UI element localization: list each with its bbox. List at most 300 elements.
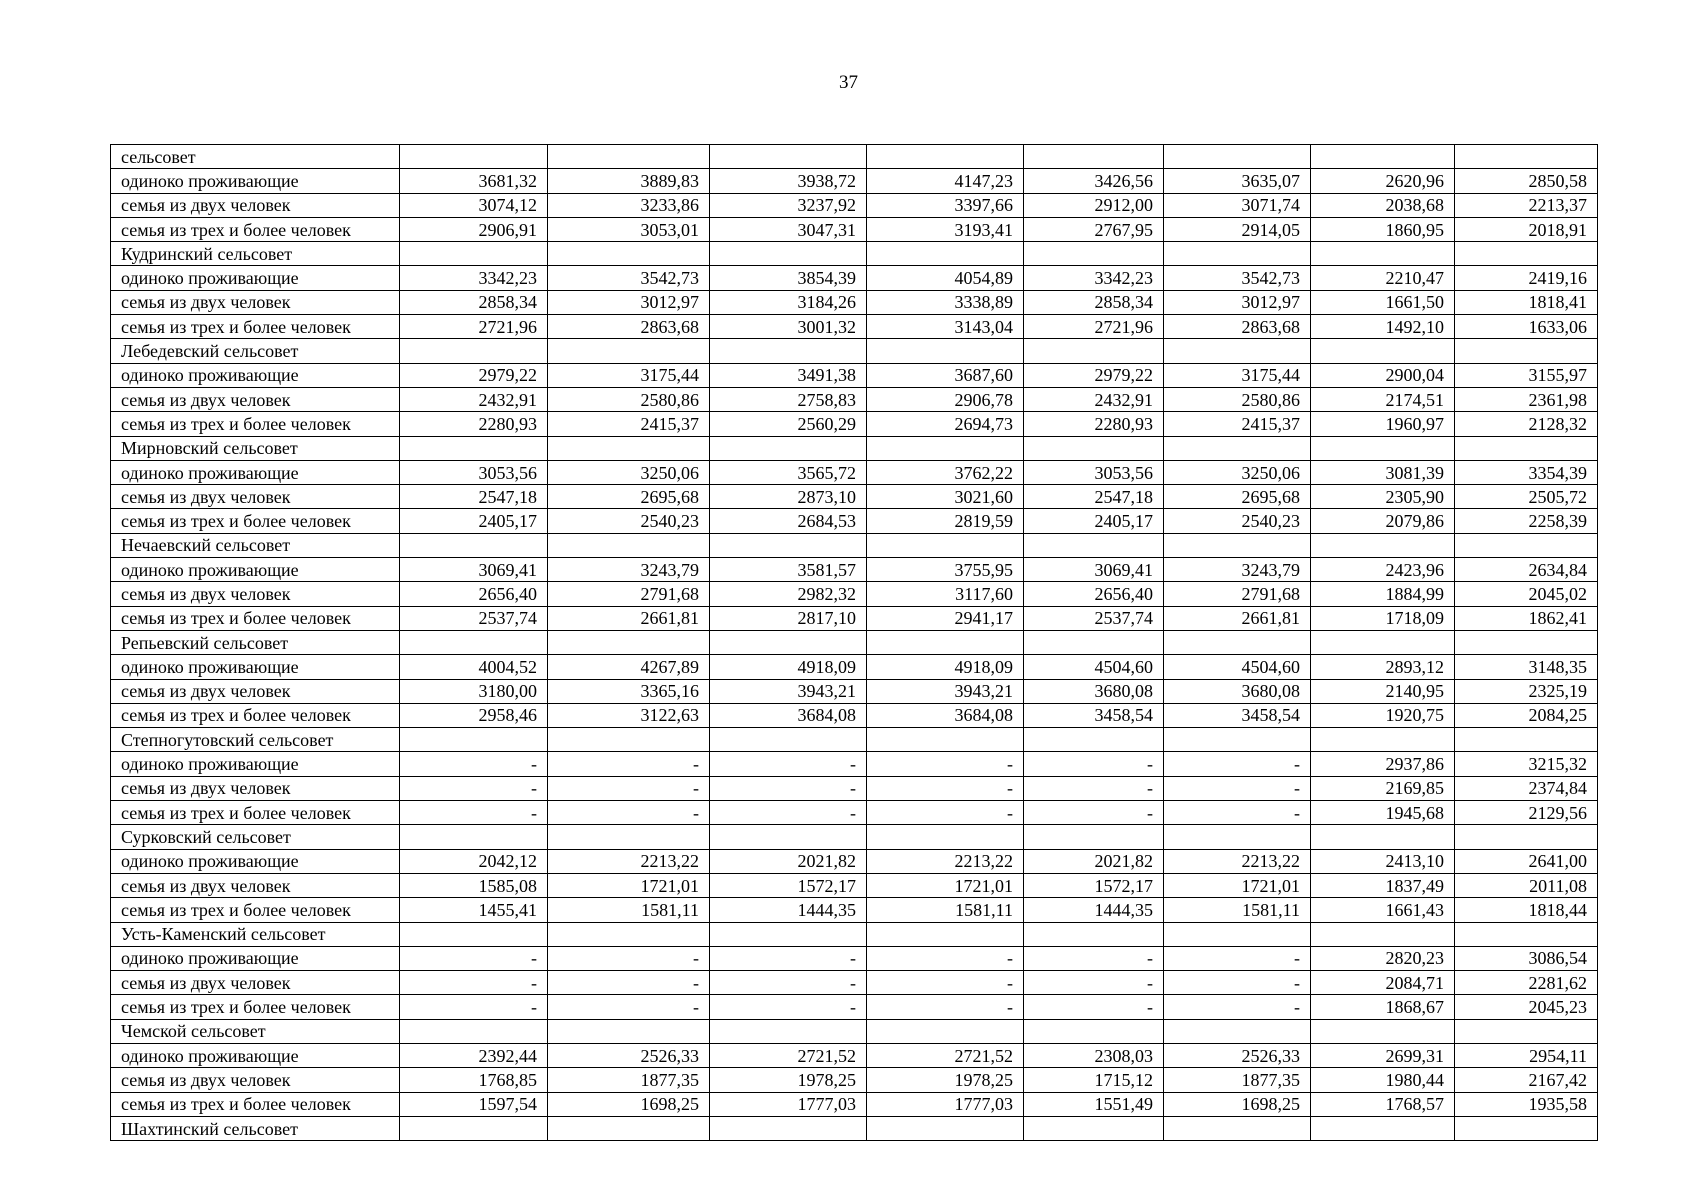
table-row <box>111 145 1598 169</box>
table-row <box>111 873 1598 897</box>
row-label: семья из трех и более человек <box>111 1092 400 1116</box>
value-cell: 2634,84 <box>1455 558 1598 582</box>
value-cell: 2721,52 <box>710 1043 867 1067</box>
value-cell: 1877,35 <box>1164 1068 1311 1092</box>
value-cell <box>1455 728 1598 752</box>
value-cell: 3180,00 <box>400 679 548 703</box>
row-label: семья из трех и более человек <box>111 509 400 533</box>
value-cell: 1444,35 <box>1024 898 1164 922</box>
value-cell <box>400 339 548 363</box>
value-cell: 2413,10 <box>1311 849 1455 873</box>
data-table <box>110 144 1598 1141</box>
table-row <box>111 412 1598 436</box>
value-cell: 4918,09 <box>710 655 867 679</box>
value-cell: 3069,41 <box>1024 558 1164 582</box>
value-cell: - <box>400 801 548 825</box>
value-cell <box>400 436 548 460</box>
value-cell: 2405,17 <box>400 509 548 533</box>
table-row <box>111 266 1598 290</box>
value-cell: - <box>710 946 867 970</box>
value-cell: 3889,83 <box>548 169 710 193</box>
value-cell <box>1455 1116 1598 1140</box>
table-row <box>111 1043 1598 1067</box>
value-cell: 2174,51 <box>1311 387 1455 411</box>
value-cell: 2210,47 <box>1311 266 1455 290</box>
value-cell <box>1164 1116 1311 1140</box>
value-cell: 3071,74 <box>1164 193 1311 217</box>
value-cell: 3155,97 <box>1455 363 1598 387</box>
value-cell: 2580,86 <box>1164 387 1311 411</box>
value-cell <box>1311 825 1455 849</box>
table-row <box>111 679 1598 703</box>
value-cell <box>1164 1019 1311 1043</box>
value-cell <box>867 1116 1024 1140</box>
value-cell <box>1024 436 1164 460</box>
value-cell <box>867 436 1024 460</box>
row-label: Кудринский сельсовет <box>111 242 400 266</box>
value-cell: 2912,00 <box>1024 193 1164 217</box>
value-cell: 2405,17 <box>1024 509 1164 533</box>
table-row <box>111 1019 1598 1043</box>
value-cell <box>710 339 867 363</box>
value-cell <box>1024 1019 1164 1043</box>
row-label: сельсовет <box>111 145 400 169</box>
value-cell: 2695,68 <box>1164 485 1311 509</box>
row-label: одиноко проживающие <box>111 558 400 582</box>
value-cell: 3458,54 <box>1024 703 1164 727</box>
table-row <box>111 995 1598 1019</box>
value-cell: - <box>1024 776 1164 800</box>
value-cell <box>548 922 710 946</box>
row-label: Репьевский сельсовет <box>111 630 400 654</box>
value-cell: 2415,37 <box>548 412 710 436</box>
value-cell: 3148,35 <box>1455 655 1598 679</box>
value-cell: 3581,57 <box>710 558 867 582</box>
value-cell <box>548 436 710 460</box>
value-cell <box>1164 728 1311 752</box>
value-cell: 2858,34 <box>1024 290 1164 314</box>
value-cell: 1444,35 <box>710 898 867 922</box>
value-cell: - <box>1164 801 1311 825</box>
value-cell: 1777,03 <box>867 1092 1024 1116</box>
value-cell: 2791,68 <box>1164 582 1311 606</box>
value-cell: - <box>548 995 710 1019</box>
value-cell: 2937,86 <box>1311 752 1455 776</box>
value-cell <box>548 533 710 557</box>
value-cell: 2021,82 <box>710 849 867 873</box>
value-cell: 2641,00 <box>1455 849 1598 873</box>
value-cell: 3354,39 <box>1455 460 1598 484</box>
value-cell <box>1164 630 1311 654</box>
value-cell: 1581,11 <box>548 898 710 922</box>
value-cell: 3001,32 <box>710 315 867 339</box>
value-cell <box>1311 339 1455 363</box>
table-row <box>111 193 1598 217</box>
value-cell: 2661,81 <box>1164 606 1311 630</box>
value-cell: 2863,68 <box>1164 315 1311 339</box>
value-cell: 1837,49 <box>1311 873 1455 897</box>
value-cell <box>1455 339 1598 363</box>
value-cell: 2526,33 <box>1164 1043 1311 1067</box>
value-cell: 2979,22 <box>400 363 548 387</box>
value-cell: - <box>1024 995 1164 1019</box>
value-cell: 3175,44 <box>548 363 710 387</box>
value-cell: 1978,25 <box>867 1068 1024 1092</box>
value-cell: 3012,97 <box>1164 290 1311 314</box>
value-cell: 2656,40 <box>400 582 548 606</box>
value-cell: 3047,31 <box>710 217 867 241</box>
value-cell <box>1455 922 1598 946</box>
value-cell <box>710 145 867 169</box>
value-cell: 3237,92 <box>710 193 867 217</box>
value-cell <box>1311 436 1455 460</box>
row-label: одиноко проживающие <box>111 752 400 776</box>
value-cell: 1960,97 <box>1311 412 1455 436</box>
value-cell: 3680,08 <box>1164 679 1311 703</box>
value-cell: 3193,41 <box>867 217 1024 241</box>
value-cell: - <box>400 971 548 995</box>
value-cell <box>867 533 1024 557</box>
value-cell: 3365,16 <box>548 679 710 703</box>
value-cell <box>1024 339 1164 363</box>
table-row <box>111 387 1598 411</box>
value-cell <box>1024 728 1164 752</box>
table-row <box>111 509 1598 533</box>
value-cell: 3086,54 <box>1455 946 1598 970</box>
value-cell: 2982,32 <box>710 582 867 606</box>
value-cell <box>548 630 710 654</box>
page-number: 37 <box>839 72 858 93</box>
row-label: Шахтинский сельсовет <box>111 1116 400 1140</box>
value-cell: 2850,58 <box>1455 169 1598 193</box>
value-cell: 3458,54 <box>1164 703 1311 727</box>
value-cell: 1698,25 <box>548 1092 710 1116</box>
value-cell: 1777,03 <box>710 1092 867 1116</box>
value-cell: 1597,54 <box>400 1092 548 1116</box>
table-row <box>111 485 1598 509</box>
value-cell: 2308,03 <box>1024 1043 1164 1067</box>
value-cell: 2084,71 <box>1311 971 1455 995</box>
table-row <box>111 290 1598 314</box>
row-label: семья из двух человек <box>111 485 400 509</box>
value-cell: 2045,23 <box>1455 995 1598 1019</box>
value-cell: 2129,56 <box>1455 801 1598 825</box>
value-cell <box>1311 242 1455 266</box>
value-cell: 1572,17 <box>710 873 867 897</box>
value-cell: 2820,23 <box>1311 946 1455 970</box>
table-row <box>111 703 1598 727</box>
value-cell <box>400 728 548 752</box>
value-cell <box>710 825 867 849</box>
value-cell: 2423,96 <box>1311 558 1455 582</box>
value-cell: 1581,11 <box>867 898 1024 922</box>
row-label: семья из двух человек <box>111 582 400 606</box>
value-cell: - <box>1024 801 1164 825</box>
value-cell <box>1024 533 1164 557</box>
value-cell <box>710 436 867 460</box>
row-label: Сурковский сельсовет <box>111 825 400 849</box>
value-cell: 2213,37 <box>1455 193 1598 217</box>
value-cell <box>710 728 867 752</box>
value-cell: 2361,98 <box>1455 387 1598 411</box>
value-cell: 2128,32 <box>1455 412 1598 436</box>
value-cell <box>867 630 1024 654</box>
value-cell: 2213,22 <box>548 849 710 873</box>
value-cell <box>710 242 867 266</box>
value-cell: - <box>548 971 710 995</box>
value-cell: 3680,08 <box>1024 679 1164 703</box>
value-cell: 3074,12 <box>400 193 548 217</box>
value-cell <box>1164 436 1311 460</box>
value-cell: 2941,17 <box>867 606 1024 630</box>
value-cell <box>710 533 867 557</box>
value-cell: 2767,95 <box>1024 217 1164 241</box>
value-cell <box>1311 922 1455 946</box>
value-cell <box>1311 1116 1455 1140</box>
value-cell: 2374,84 <box>1455 776 1598 800</box>
value-cell: 2858,34 <box>400 290 548 314</box>
value-cell <box>1164 339 1311 363</box>
value-cell <box>1455 242 1598 266</box>
value-cell: 1978,25 <box>710 1068 867 1092</box>
value-cell <box>400 533 548 557</box>
value-cell: 1698,25 <box>1164 1092 1311 1116</box>
table-row <box>111 630 1598 654</box>
value-cell: - <box>710 995 867 1019</box>
value-cell <box>1455 825 1598 849</box>
value-cell: - <box>548 752 710 776</box>
value-cell: 1585,08 <box>400 873 548 897</box>
value-cell <box>1164 922 1311 946</box>
value-cell: 2526,33 <box>548 1043 710 1067</box>
value-cell <box>400 1116 548 1140</box>
value-cell: 3053,01 <box>548 217 710 241</box>
value-cell: 2415,37 <box>1164 412 1311 436</box>
value-cell <box>548 1116 710 1140</box>
value-cell: 3012,97 <box>548 290 710 314</box>
value-cell: 2258,39 <box>1455 509 1598 533</box>
value-cell: 4054,89 <box>867 266 1024 290</box>
value-cell <box>548 242 710 266</box>
value-cell: 3635,07 <box>1164 169 1311 193</box>
value-cell: 3175,44 <box>1164 363 1311 387</box>
value-cell: - <box>1164 971 1311 995</box>
value-cell: 2893,12 <box>1311 655 1455 679</box>
value-cell: 1945,68 <box>1311 801 1455 825</box>
value-cell <box>1311 630 1455 654</box>
value-cell <box>548 145 710 169</box>
value-cell: 1862,41 <box>1455 606 1598 630</box>
value-cell: 3684,08 <box>867 703 1024 727</box>
value-cell <box>400 1019 548 1043</box>
value-cell: - <box>867 752 1024 776</box>
value-cell: 2954,11 <box>1455 1043 1598 1067</box>
value-cell: 1768,85 <box>400 1068 548 1092</box>
value-cell: 2817,10 <box>710 606 867 630</box>
value-cell <box>867 1019 1024 1043</box>
value-cell: 1581,11 <box>1164 898 1311 922</box>
value-cell: 3542,73 <box>1164 266 1311 290</box>
value-cell: 2213,22 <box>1164 849 1311 873</box>
value-cell <box>400 630 548 654</box>
value-cell: 1860,95 <box>1311 217 1455 241</box>
table-row <box>111 752 1598 776</box>
value-cell: 2560,29 <box>710 412 867 436</box>
value-cell <box>1311 533 1455 557</box>
value-cell: 1980,44 <box>1311 1068 1455 1092</box>
value-cell: 1718,09 <box>1311 606 1455 630</box>
value-cell: 2699,31 <box>1311 1043 1455 1067</box>
value-cell: 2873,10 <box>710 485 867 509</box>
value-cell: 1721,01 <box>1164 873 1311 897</box>
row-label: одиноко проживающие <box>111 460 400 484</box>
value-cell <box>1024 242 1164 266</box>
value-cell: 2537,74 <box>400 606 548 630</box>
value-cell: - <box>548 776 710 800</box>
row-label: Степногутовский сельсовет <box>111 728 400 752</box>
value-cell: 2213,22 <box>867 849 1024 873</box>
table-row <box>111 242 1598 266</box>
table-row <box>111 898 1598 922</box>
value-cell: 2018,91 <box>1455 217 1598 241</box>
value-cell: 2906,78 <box>867 387 1024 411</box>
table-row <box>111 728 1598 752</box>
value-cell: 3338,89 <box>867 290 1024 314</box>
value-cell <box>1024 825 1164 849</box>
value-cell: - <box>710 776 867 800</box>
value-cell: 3342,23 <box>1024 266 1164 290</box>
value-cell: 3426,56 <box>1024 169 1164 193</box>
table-row <box>111 655 1598 679</box>
value-cell: - <box>400 995 548 1019</box>
table-row <box>111 217 1598 241</box>
row-label: Чемской сельсовет <box>111 1019 400 1043</box>
value-cell: 1868,67 <box>1311 995 1455 1019</box>
value-cell <box>710 922 867 946</box>
value-cell: - <box>867 971 1024 995</box>
value-cell: - <box>867 801 1024 825</box>
value-cell: 3491,38 <box>710 363 867 387</box>
value-cell: 2167,42 <box>1455 1068 1598 1092</box>
value-cell <box>710 1019 867 1043</box>
value-cell: 3762,22 <box>867 460 1024 484</box>
value-cell: 3233,86 <box>548 193 710 217</box>
row-label: одиноко проживающие <box>111 655 400 679</box>
value-cell: 4147,23 <box>867 169 1024 193</box>
value-cell <box>1311 145 1455 169</box>
value-cell <box>867 922 1024 946</box>
row-label: семья из двух человек <box>111 971 400 995</box>
row-label: семья из двух человек <box>111 679 400 703</box>
table-row <box>111 1116 1598 1140</box>
value-cell: - <box>867 946 1024 970</box>
value-cell: 2392,44 <box>400 1043 548 1067</box>
value-cell: - <box>400 946 548 970</box>
row-label: семья из трех и более человек <box>111 801 400 825</box>
table-row <box>111 339 1598 363</box>
value-cell: 3342,23 <box>400 266 548 290</box>
value-cell <box>400 922 548 946</box>
value-cell: - <box>867 776 1024 800</box>
value-cell: 2432,91 <box>1024 387 1164 411</box>
value-cell: 3143,04 <box>867 315 1024 339</box>
value-cell <box>1455 1019 1598 1043</box>
value-cell <box>1024 145 1164 169</box>
value-cell: - <box>1024 752 1164 776</box>
row-label: одиноко проживающие <box>111 849 400 873</box>
table-row <box>111 558 1598 582</box>
value-cell: 1492,10 <box>1311 315 1455 339</box>
table-row <box>111 922 1598 946</box>
value-cell: 1920,75 <box>1311 703 1455 727</box>
value-cell: 2505,72 <box>1455 485 1598 509</box>
value-cell: 2791,68 <box>548 582 710 606</box>
value-cell: 4504,60 <box>1024 655 1164 679</box>
value-cell: 2620,96 <box>1311 169 1455 193</box>
value-cell <box>1455 630 1598 654</box>
value-cell: 2419,16 <box>1455 266 1598 290</box>
value-cell: 1715,12 <box>1024 1068 1164 1092</box>
value-cell: 4004,52 <box>400 655 548 679</box>
row-label: Усть-Каменский сельсовет <box>111 922 400 946</box>
value-cell: 3938,72 <box>710 169 867 193</box>
value-cell <box>400 825 548 849</box>
value-cell: 2540,23 <box>548 509 710 533</box>
value-cell: 2684,53 <box>710 509 867 533</box>
value-cell: 3069,41 <box>400 558 548 582</box>
value-cell: 3854,39 <box>710 266 867 290</box>
value-cell: 2863,68 <box>548 315 710 339</box>
value-cell: 1661,43 <box>1311 898 1455 922</box>
value-cell: 3215,32 <box>1455 752 1598 776</box>
value-cell: 2045,02 <box>1455 582 1598 606</box>
value-cell: 3053,56 <box>400 460 548 484</box>
value-cell: 2280,93 <box>400 412 548 436</box>
value-cell <box>548 1019 710 1043</box>
value-cell: - <box>867 995 1024 1019</box>
value-cell: - <box>1164 995 1311 1019</box>
row-label: одиноко проживающие <box>111 363 400 387</box>
row-label: семья из двух человек <box>111 873 400 897</box>
row-label: одиноко проживающие <box>111 266 400 290</box>
value-cell <box>548 339 710 363</box>
table-row <box>111 946 1598 970</box>
value-cell: - <box>1024 946 1164 970</box>
value-cell: 1661,50 <box>1311 290 1455 314</box>
row-label: семья из трех и более человек <box>111 703 400 727</box>
value-cell <box>1455 436 1598 460</box>
value-cell: 3081,39 <box>1311 460 1455 484</box>
value-cell: 2540,23 <box>1164 509 1311 533</box>
row-label: семья из трех и более человек <box>111 315 400 339</box>
value-cell: 2958,46 <box>400 703 548 727</box>
value-cell <box>867 145 1024 169</box>
value-cell: 1935,58 <box>1455 1092 1598 1116</box>
row-label: семья из двух человек <box>111 193 400 217</box>
row-label: Мирновский сельсовет <box>111 436 400 460</box>
row-label: семья из двух человек <box>111 290 400 314</box>
table-row <box>111 582 1598 606</box>
value-cell <box>1024 1116 1164 1140</box>
value-cell: 3250,06 <box>548 460 710 484</box>
value-cell: 1721,01 <box>548 873 710 897</box>
value-cell: 4918,09 <box>867 655 1024 679</box>
value-cell <box>1311 1019 1455 1043</box>
value-cell: 1633,06 <box>1455 315 1598 339</box>
table-row <box>111 849 1598 873</box>
value-cell: 1455,41 <box>400 898 548 922</box>
value-cell: 2281,62 <box>1455 971 1598 995</box>
